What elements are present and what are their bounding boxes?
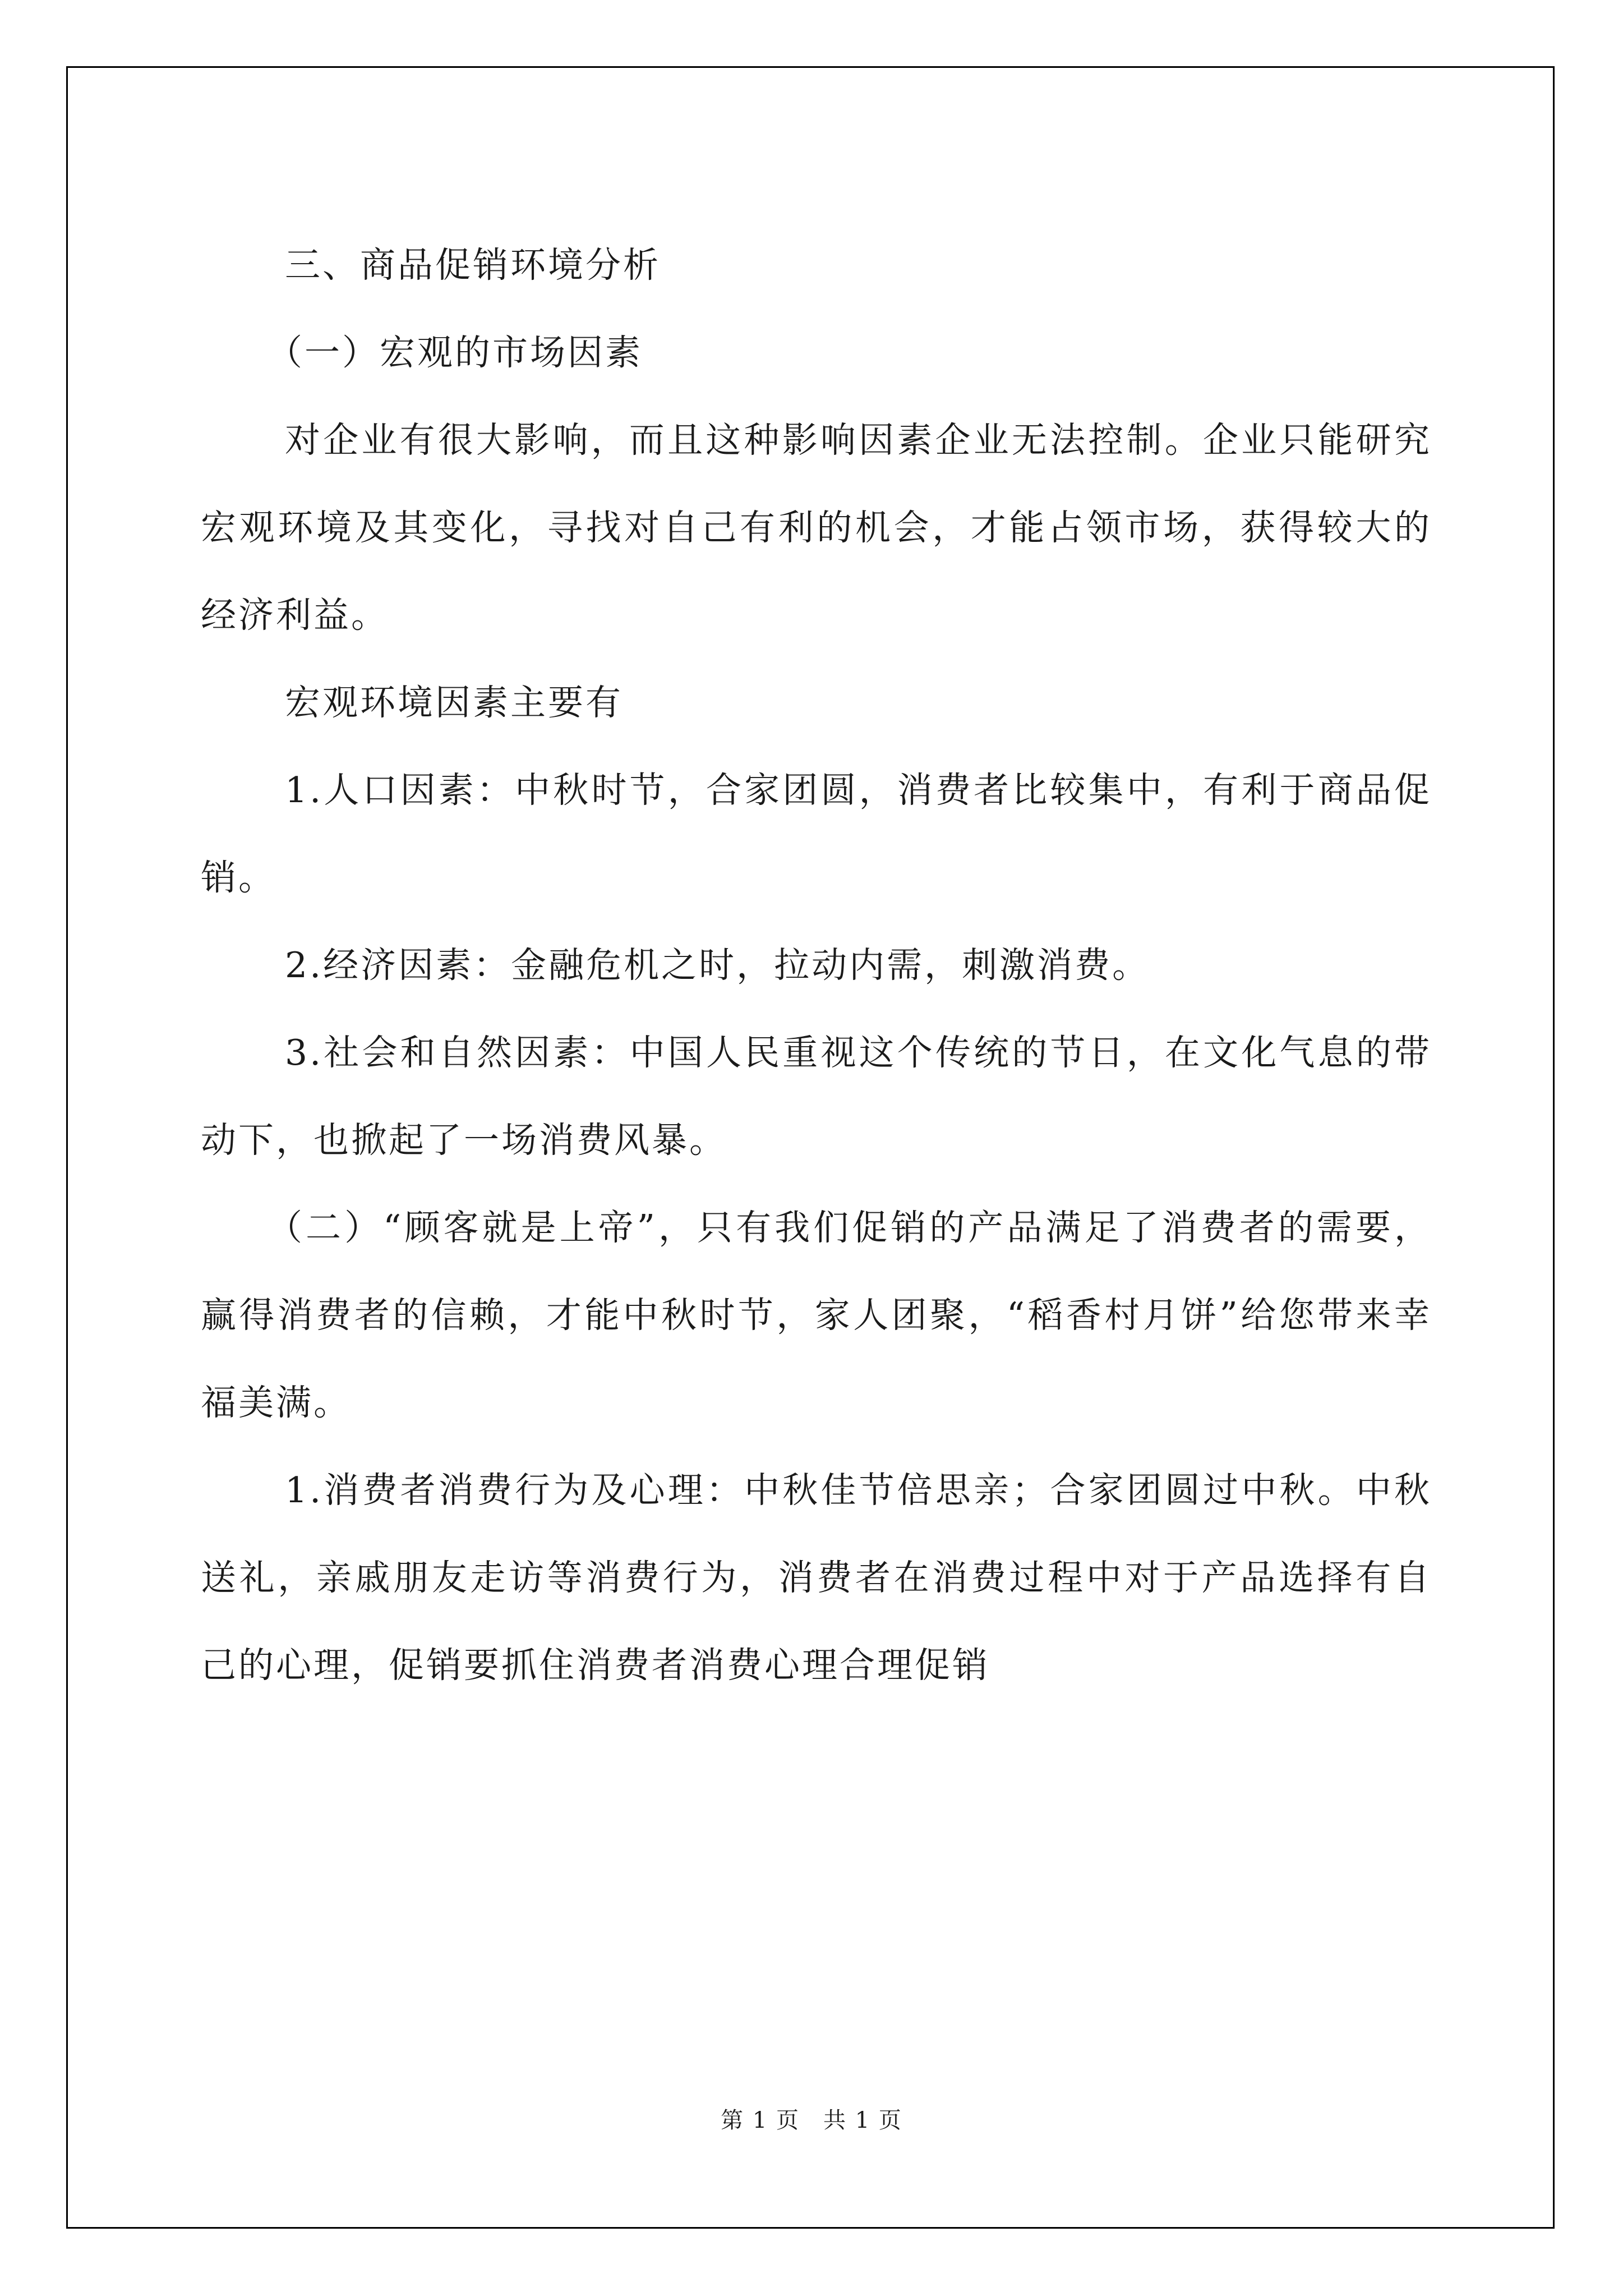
paragraph: 对企业有很大影响，而且这种影响因素企业无法控制。企业只能研究宏观环境及其变化，寻找对自己有利的机会，才能占领市场，获得较大的经济利益。 <box>201 420 1432 636</box>
page-number: 第 1 页 共 1 页 <box>721 2108 902 2133</box>
document-body <box>201 222 1432 1709</box>
list-item-consumer-behavior: 1.消费者消费行为及心理：中秋佳节倍思亲；合家团圆过中秋。中秋送礼，亲戚朋友走访等消费行为，消费者在消费过程中对于产品选择有自己的心理，促销要抓住消费者消费心理合理促销 <box>201 1470 1432 1686</box>
subheading-customer: （二）“顾客就是上帝”，只有我们促销的产品满足了消费者的需要，赢得消费者的信赖，才能中秋时节，家人团聚，“稻香村月饼”给您带来幸福美满。 <box>201 1207 1432 1423</box>
list-item-social: 3.社会和自然因素：中国人民重视这个传统的节日，在文化气息的带动下，也掀起了一场消费风暴。 <box>201 1032 1432 1161</box>
section-heading: 三、商品促销环境分析 <box>285 245 661 286</box>
list-item-population: 1.人口因素：中秋时节，合家团圆，消费者比较集中，有利于商品促销。 <box>201 770 1432 898</box>
subheading-macro-factors: （一）宏观的市场因素 <box>267 332 643 373</box>
list-item-economy: 2.经济因素：金融危机之时，拉动内需，刺激消费。 <box>285 945 1150 986</box>
paragraph: 宏观环境因素主要有 <box>285 682 623 723</box>
